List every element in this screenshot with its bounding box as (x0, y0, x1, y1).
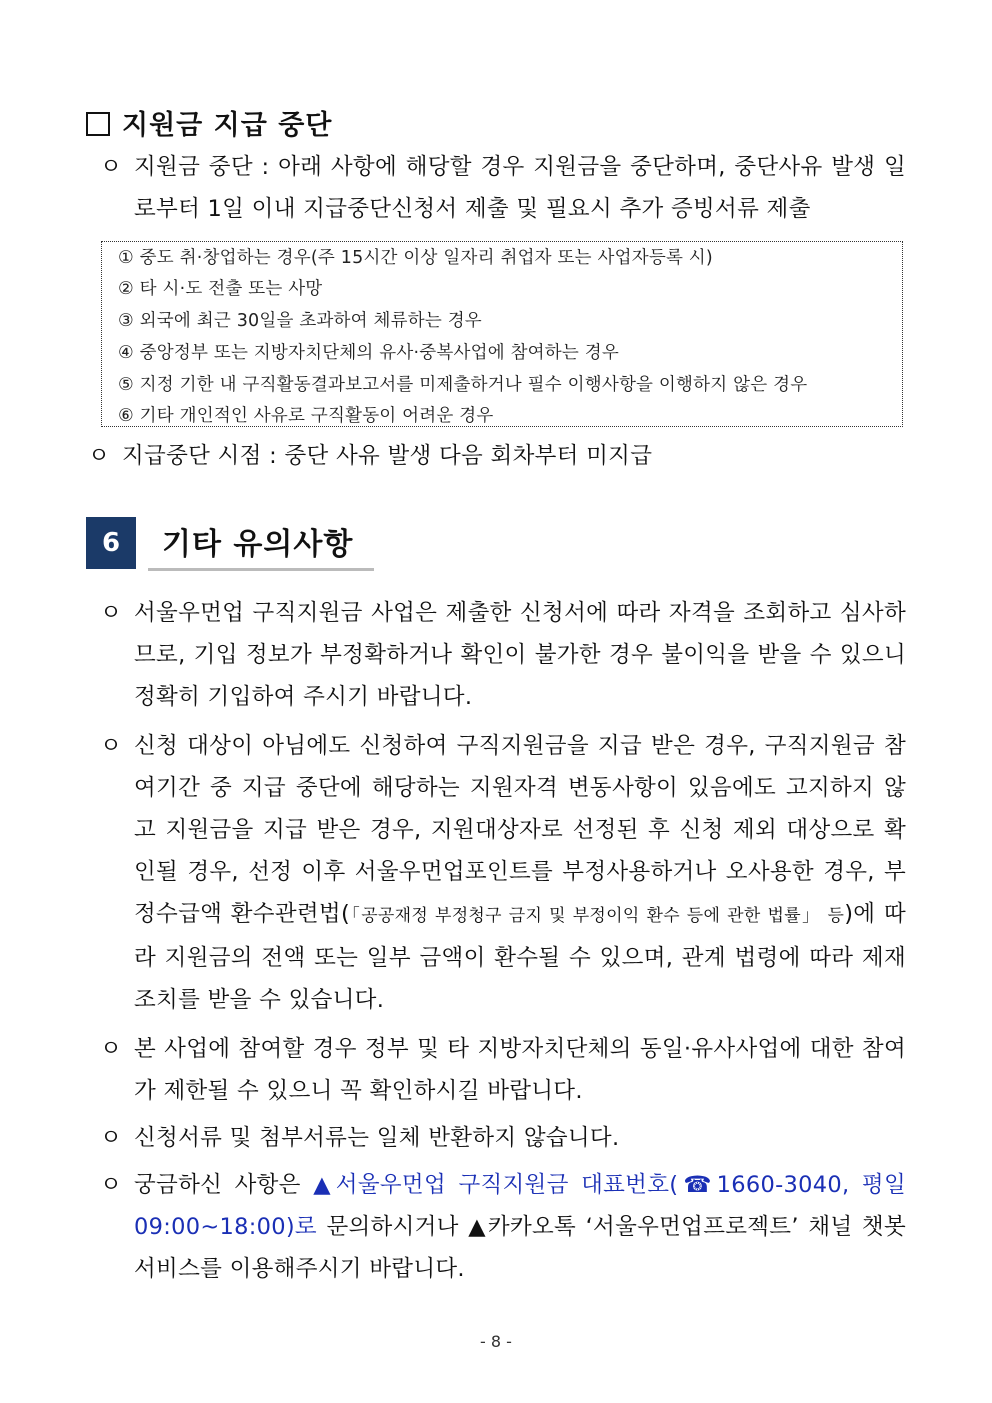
bullet-mark: ㅇ (100, 733, 123, 759)
bullet-paragraph (100, 592, 906, 718)
paragraph-text: 지급중단 시점 : 중단 사유 발생 다음 회차부터 미지급 (122, 443, 653, 469)
bullet-mark: ㅇ (100, 600, 123, 626)
bullet-paragraph (100, 1117, 906, 1159)
section-number-badge: 6 (86, 517, 136, 569)
bullet-mark: ㅇ (100, 1036, 123, 1062)
conditions-box (101, 241, 903, 427)
paragraph-text: 신청서류 및 첨부서류는 일체 반환하지 않습니다. (134, 1125, 620, 1151)
text-main: 신청 대상이 아님에도 신청하여 구직지원금을 지급 받은 경우, 구직지원금 참여기간 중 지급 중단에 해당하는 지원자격 변동사항이 있음에도 고지하지 않고 지원금을 지급 받은 경우, 지원대상자로 선정된 후 신청 제외 대상으로 확인될 경우, 선정 이후 서울우먼업포인트를 부정사용하거나 오사용한 경우, 부정수급액 환수관련법( (134, 733, 906, 927)
bullet-paragraph (88, 435, 908, 477)
text-pre: 궁금하신 사항은 (134, 1172, 314, 1198)
paragraph-text: 본 사업에 참여할 경우 정부 및 타 지방자치단체의 동일·유사사업에 대한 참여가 제한될 수 있으니 꼭 확인하시길 바랍니다. (134, 1036, 906, 1104)
bullet-mark: ㅇ (100, 1172, 123, 1198)
paragraph-text (100, 725, 906, 1021)
page-number: - 8 - (480, 1332, 512, 1351)
section-heading (86, 103, 332, 142)
paragraph-text (100, 1164, 906, 1290)
section-title: 기타 유의사항 (162, 527, 354, 562)
contact-highlight: ▲서울우먼업 구직지원금 대표번호(☎1660-3040, 평일 09:00~18:00)로 (134, 1172, 906, 1240)
condition-item: ② 타 시·도 전출 또는 사망 (118, 279, 323, 299)
bullet-paragraph (100, 725, 906, 1021)
bullet-mark: ㅇ (88, 443, 111, 469)
text-tail: )에 따라 지원금의 전액 또는 일부 금액이 환수될 수 있으며, 관계 법령에 따라 제재 조치를 받을 수 있습니다. (134, 901, 906, 1013)
paragraph-text: 지원금 중단 : 아래 사항에 해당할 경우 지원금을 중단하며, 중단사유 발생 일로부터 1일 이내 지급중단신청서 제출 및 필요시 추가 증빙서류 제출 (134, 154, 906, 222)
bullet-paragraph (100, 1164, 906, 1290)
bullet-mark: ㅇ (100, 154, 123, 180)
law-reference: 「공공재정 부정청구 금지 및 부정이익 환수 등에 관한 법률」 등 (350, 906, 845, 926)
bullet-paragraph (100, 1028, 906, 1112)
condition-item: ④ 중앙정부 또는 지방자치단체의 유사·중복사업에 참여하는 경우 (118, 343, 619, 363)
text-post: 문의하시거나 ▲카카오톡 ‘서울우먼업프로젝트’ 채널 챗봇 서비스를 이용해주시기 바랍니다. (134, 1214, 906, 1282)
condition-item: ⑥ 기타 개인적인 사유로 구직활동이 어려운 경우 (118, 406, 494, 426)
condition-item: ③ 외국에 최근 30일을 초과하여 체류하는 경우 (118, 311, 482, 331)
condition-item: ① 중도 취·창업하는 경우(주 15시간 이상 일자리 취업자 또는 사업자등록 시) (118, 248, 713, 268)
checkbox-square-icon (86, 112, 110, 136)
condition-item: ⑤ 지정 기한 내 구직활동결과보고서를 미제출하거나 필수 이행사항을 이행하지 않은 경우 (118, 375, 808, 395)
bullet-mark: ㅇ (100, 1125, 123, 1151)
paragraph-text: 서울우먼업 구직지원금 사업은 제출한 신청서에 따라 자격을 조회하고 심사하므로, 기입 정보가 부정확하거나 확인이 불가한 경우 불이익을 받을 수 있으니 정확히 기입하여 주시기 바랍니다. (134, 600, 906, 710)
bullet-paragraph (100, 146, 906, 230)
section-title: 지원금 지급 중단 (122, 110, 333, 141)
title-underline (148, 568, 374, 571)
